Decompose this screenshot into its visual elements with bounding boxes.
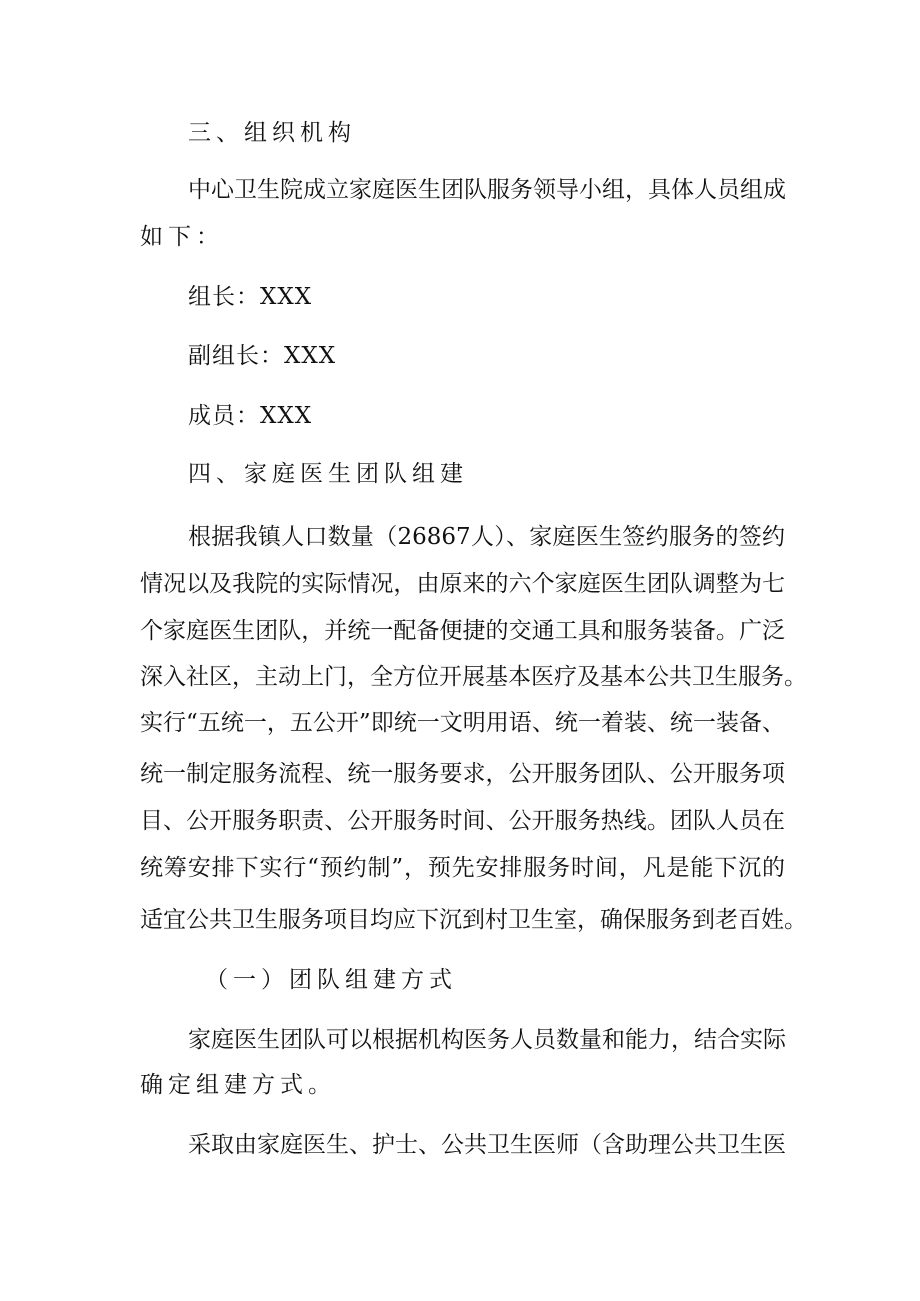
section-heading: 四、家庭医生团队组建 <box>188 461 468 487</box>
member-line: 组长：XXX <box>188 284 313 310</box>
subsection-heading: （一）团队组建方式 <box>205 967 457 993</box>
paragraph-line: 实行“五统一，五公开”即统一文明用语、统一着装、统一装备、 <box>140 710 785 736</box>
paragraph-line: 根据我镇人口数量（26867人）、家庭医生签约服务的签约 <box>188 524 785 550</box>
member-line: 成员：XXX <box>188 403 313 429</box>
section-heading: 三、组织机构 <box>188 120 356 146</box>
paragraph-line: 家庭医生团队可以根据机构医务人员数量和能力，结合实际 <box>188 1027 786 1053</box>
paragraph-line: 中心卫生院成立家庭医生团队服务领导小组，具体人员组成 <box>188 177 786 203</box>
paragraph-line: 统筹安排下实行“预约制”，预先安排服务时间，凡是能下沉的 <box>140 855 785 881</box>
paragraph-line: 确定组建方式。 <box>140 1072 336 1098</box>
paragraph-line: 采取由家庭医生、护士、公共卫生医师（含助理公共卫生医 <box>188 1132 786 1158</box>
paragraph-line: 深入社区，主动上门，全方位开展基本医疗及基本公共卫生服务。 <box>140 664 807 690</box>
paragraph-line: 个家庭医生团队，并统一配备便捷的交通工具和服务装备。广泛 <box>140 618 785 644</box>
paragraph-line: 目、公开服务职责、公开服务时间、公开服务热线。团队人员在 <box>140 808 785 834</box>
paragraph-line: 情况以及我院的实际情况，由原来的六个家庭医生团队调整为七 <box>140 571 785 597</box>
paragraph-line: 适宜公共卫生服务项目均应下沉到村卫生室，确保服务到老百姓。 <box>140 907 807 933</box>
paragraph-line: 统一制定服务流程、统一服务要求，公开服务团队、公开服务项 <box>140 761 785 787</box>
paragraph-line: 如下： <box>140 224 224 250</box>
member-line: 副组长：XXX <box>188 343 337 369</box>
